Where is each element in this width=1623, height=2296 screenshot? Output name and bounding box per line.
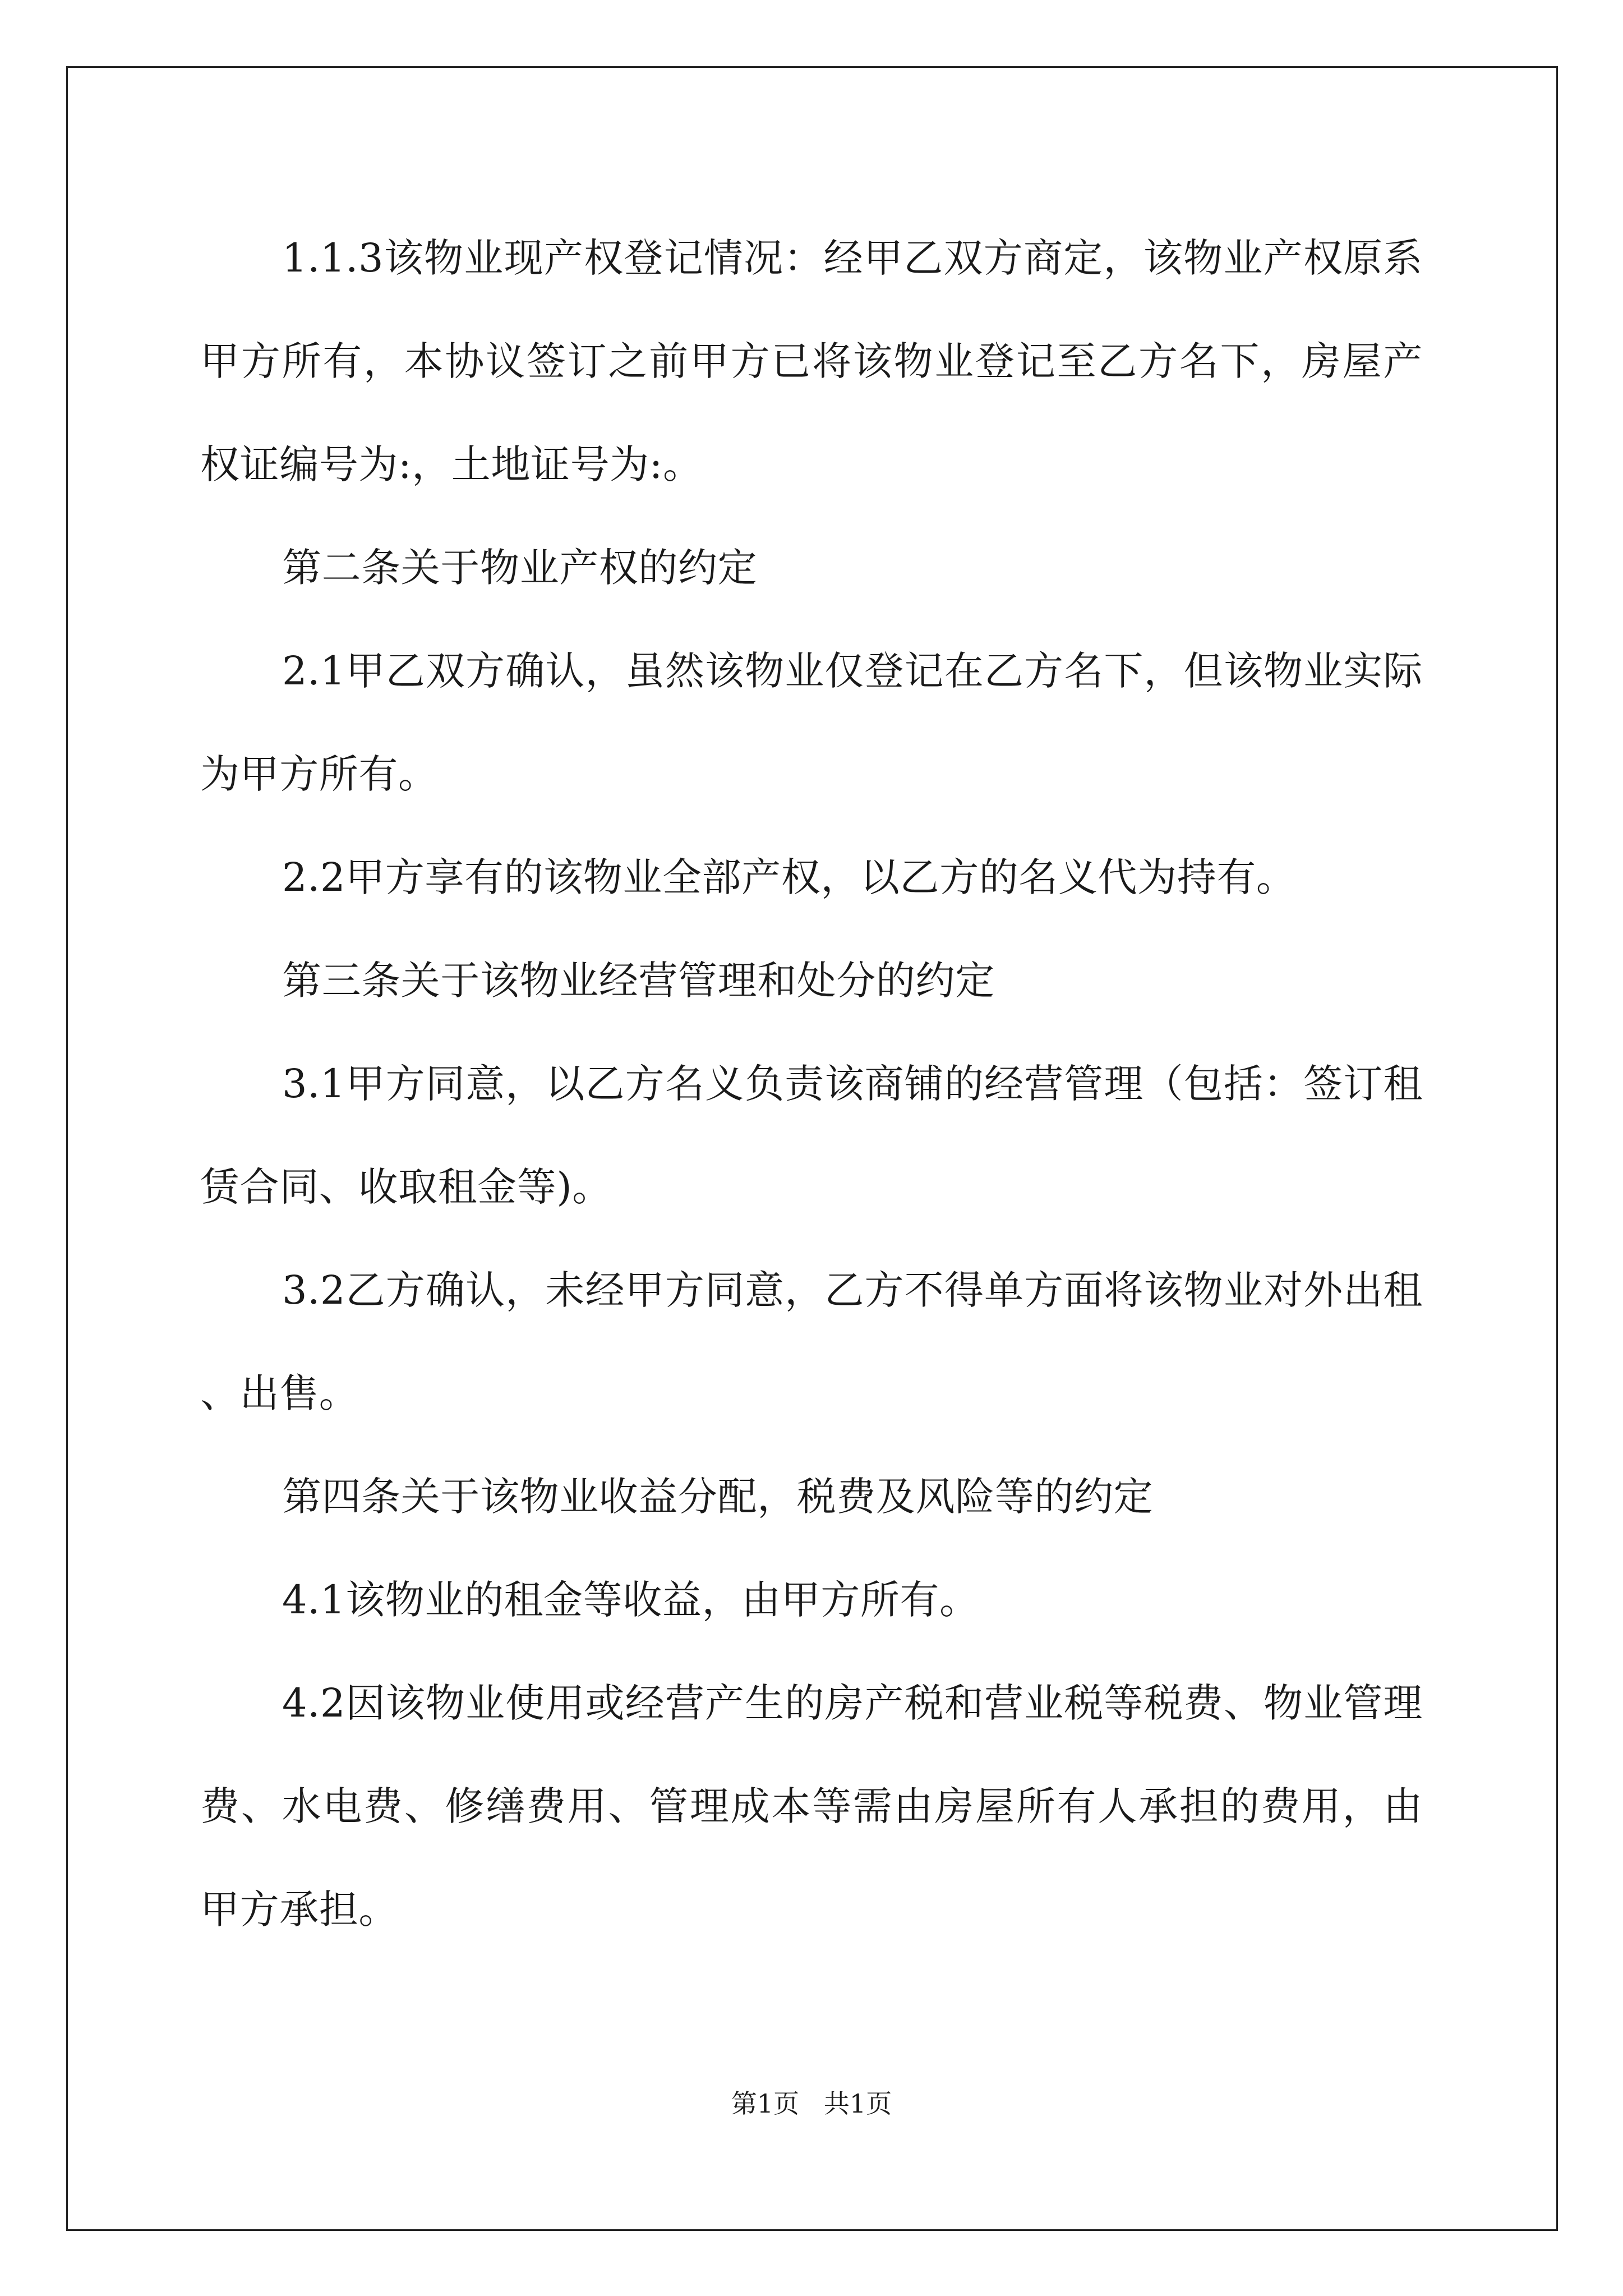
paragraph-4-2: 4.2因该物业使用或经营产生的房产税和营业税等税费、物业管理费、水电费、修缮费用、管理成本等需由房屋所有人承担的费用，由甲方承担。 xyxy=(200,1680,1423,1932)
paragraph-1-1-3: 1.1.3该物业现产权登记情况：经甲乙双方商定，该物业产权原系甲方所有，本协议签订之前甲方已将该物业登记至乙方名下，房屋产权证编号为:，土地证号为:。 xyxy=(200,235,1423,487)
paragraph-3-1: 3.1甲方同意，以乙方名义负责该商铺的经营管理（包括：签订租赁合同、收取租金等)。 xyxy=(200,1061,1423,1210)
article-3-heading: 第三条关于该物业经营管理和处分的约定 xyxy=(282,958,995,1004)
paragraph-2-1: 2.1甲乙双方确认，虽然该物业仅登记在乙方名下，但该物业实际为甲方所有。 xyxy=(200,648,1423,797)
paragraph-2-2: 2.2甲方享有的该物业全部产权，以乙方的名义代为持有。 xyxy=(282,854,1296,900)
document-body xyxy=(200,206,1423,1961)
paragraph-3-2: 3.2乙方确认，未经甲方同意，乙方不得单方面将该物业对外出租、出售。 xyxy=(200,1267,1423,1416)
paragraph-4-1: 4.1该物业的租金等收益，由甲方所有。 xyxy=(282,1577,979,1623)
article-4-heading: 第四条关于该物业收益分配，税费及风险等的约定 xyxy=(282,1474,1154,1520)
article-2-heading: 第二条关于物业产权的约定 xyxy=(282,545,758,591)
page-number-footer: 第1页 共1页 xyxy=(731,2088,892,2119)
